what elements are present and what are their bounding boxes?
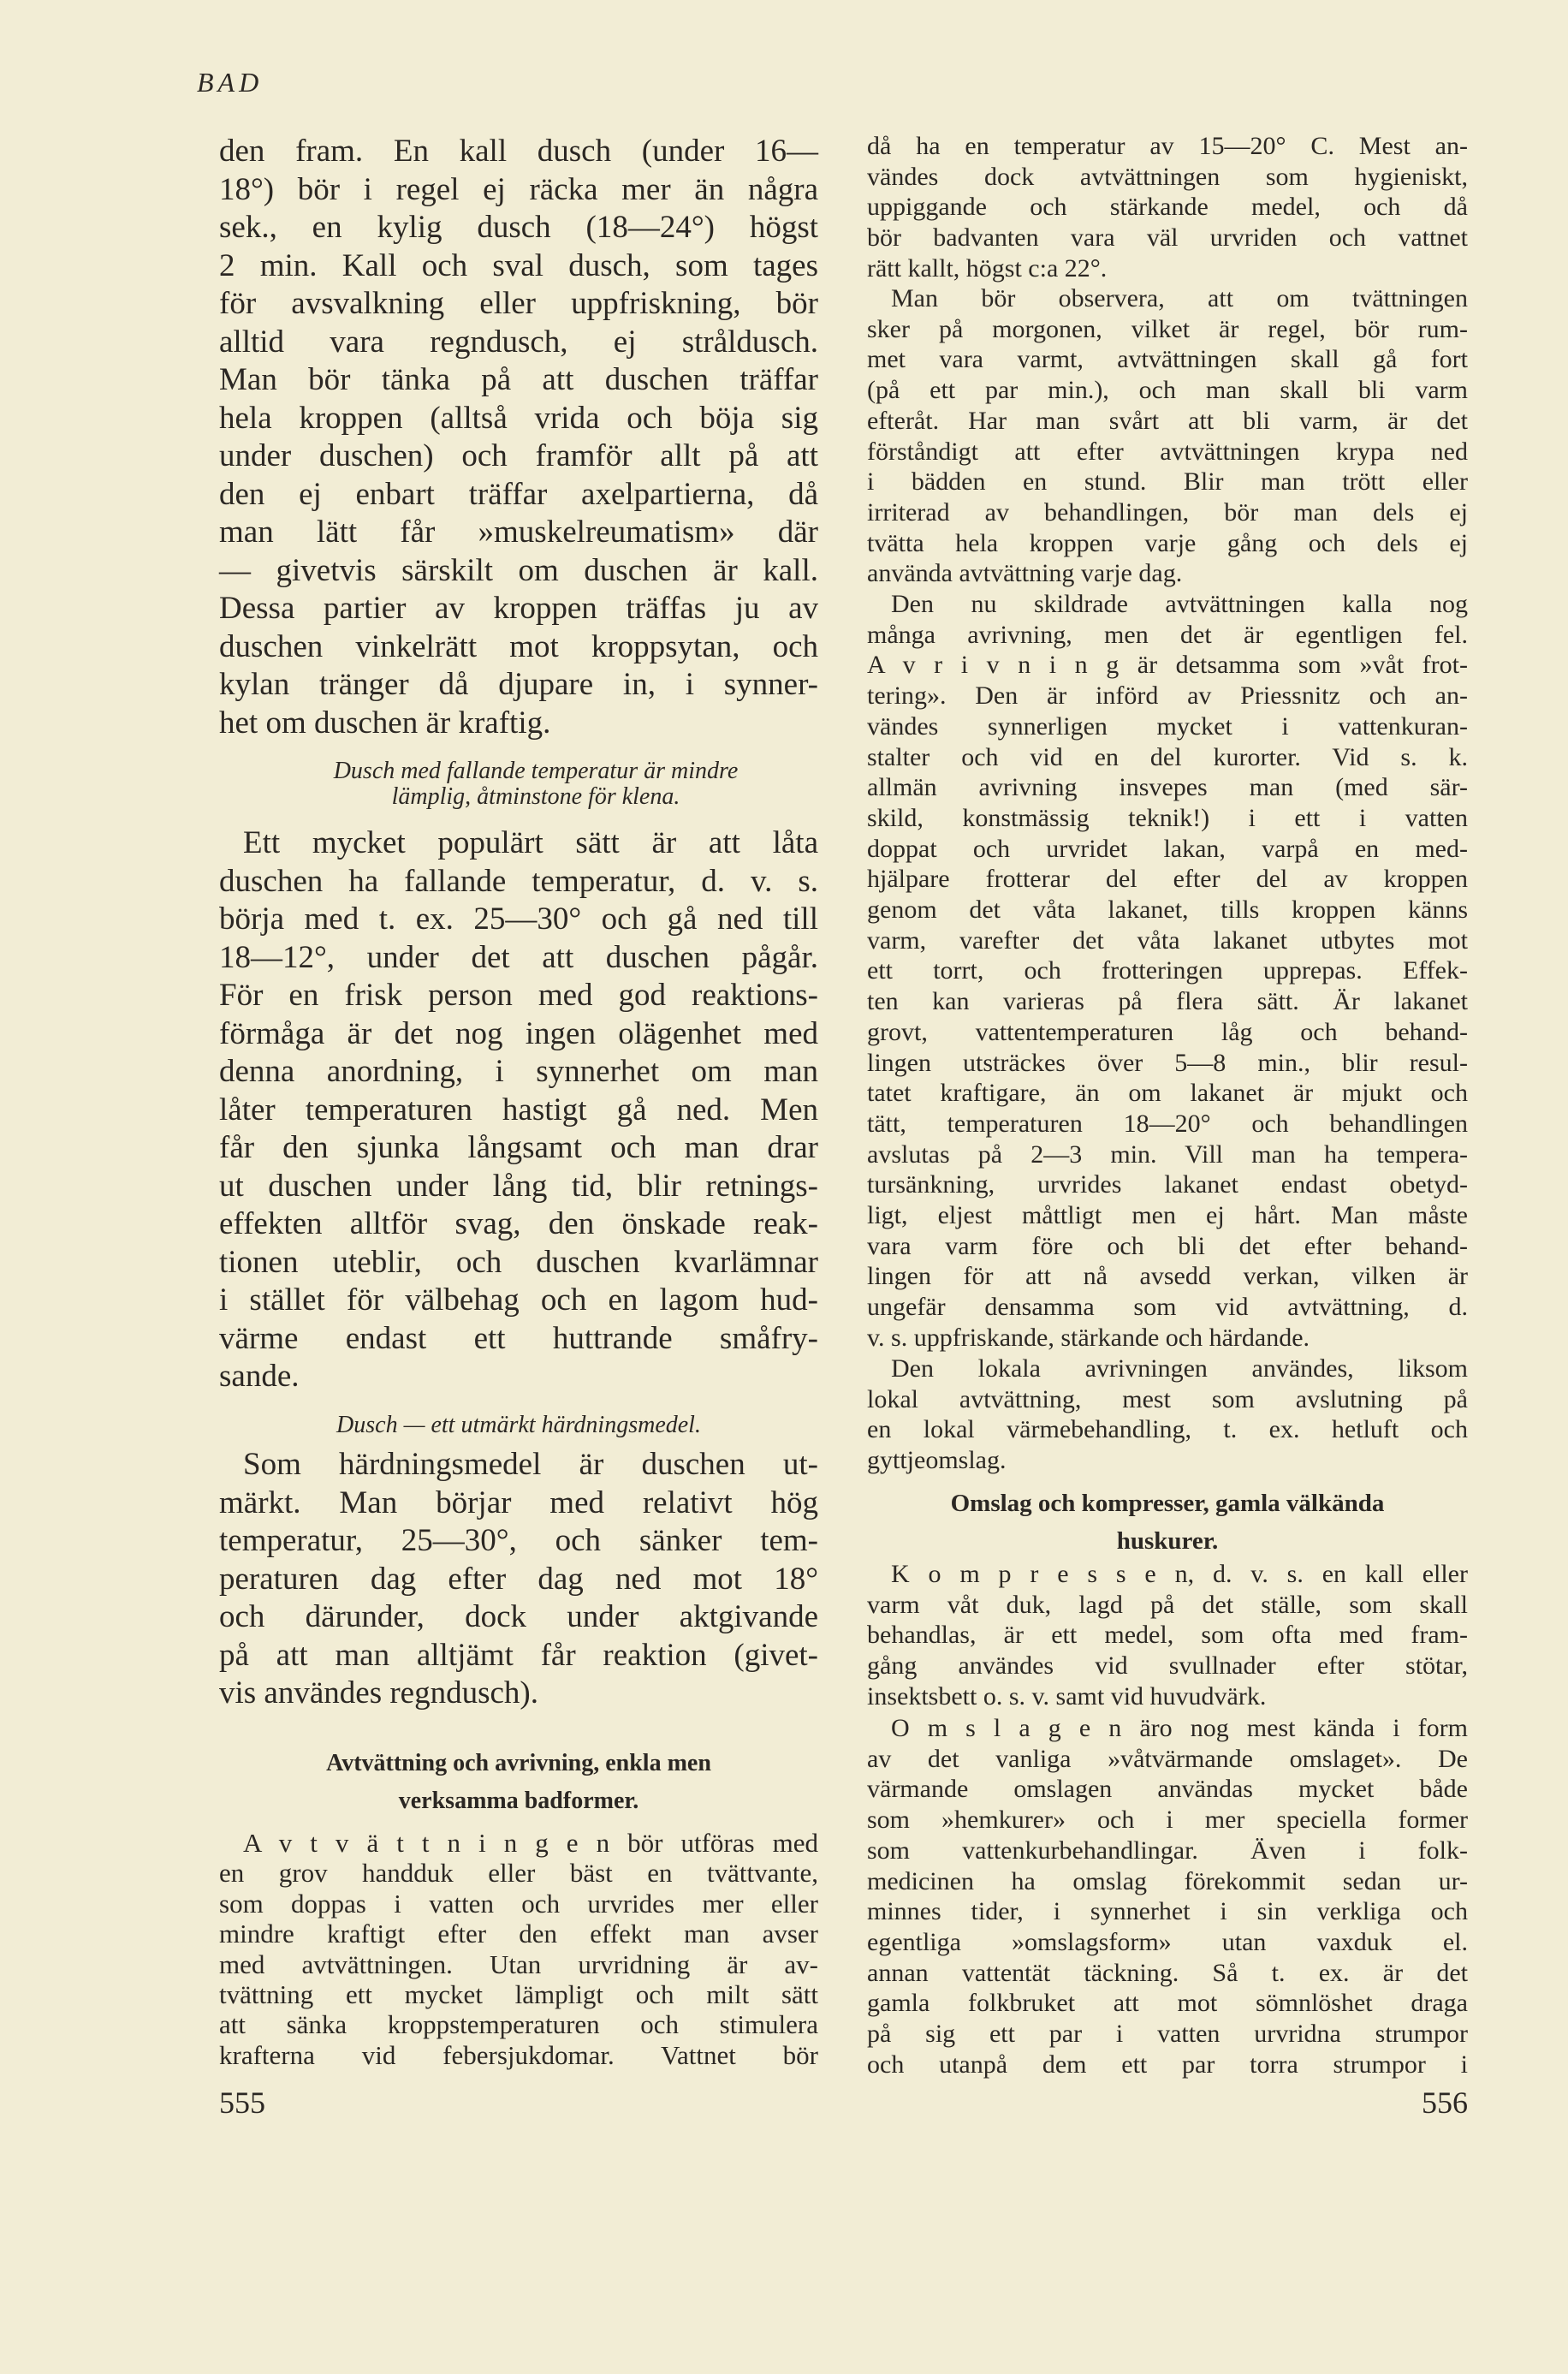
text-line: Den nu skildrade avtvättningen kalla nog bbox=[891, 590, 1468, 618]
text-line: doppat och urvridet lakan, varpå en med- bbox=[867, 834, 1468, 863]
text-line: 2 min. Kall och sval dusch, som tages bbox=[219, 247, 818, 283]
text-line: bör badvanten vara väl urvriden och vattnet bbox=[867, 223, 1468, 253]
text-line: Dessa partier av kroppen träffas ju av bbox=[219, 591, 818, 626]
text-line: använda avtvättning varje dag. bbox=[867, 559, 1183, 588]
right-paragraph-d bbox=[867, 1354, 1468, 1476]
text-line: ett torrt, och frotteringen upprepas. Effek- bbox=[867, 956, 1468, 985]
text-line: A v r i v n i n g är detsamma som »våt frot- bbox=[867, 651, 1468, 680]
text-line: ligt, eljest måttligt men ej hårt. Man måste bbox=[867, 1201, 1468, 1230]
text-line: under duschen) och framför allt på att bbox=[219, 438, 818, 473]
text-line: K o m p r e s s e n, d. v. s. en kall eller bbox=[891, 1560, 1468, 1588]
text-line: gyttjeomslag. bbox=[867, 1446, 1007, 1475]
text-line: peraturen dag efter dag ned mot 18° bbox=[219, 1561, 818, 1597]
text-line: Man bör observera, att om tvättningen bbox=[891, 284, 1468, 312]
text-line: Man bör tänka på att duschen träffar bbox=[219, 362, 818, 397]
text-line: tatet kraftigare, än om lakanet är mjukt och bbox=[867, 1079, 1468, 1108]
text-line: att sänka kroppstemperaturen och stimulera bbox=[219, 2009, 818, 2040]
text-line: uppiggande och stärkande medel, och då bbox=[867, 193, 1468, 222]
page-number-left: 555 bbox=[219, 2085, 265, 2120]
text-line: får den sjunka långsamt och man drar bbox=[219, 1130, 818, 1165]
text-line: medicinen ha omslag förekommit sedan ur- bbox=[867, 1866, 1468, 1895]
text-line: värme endast ett huttrande småfry- bbox=[219, 1320, 818, 1356]
text-line: kylan tränger då djupare in, i synner- bbox=[219, 667, 818, 702]
text-line: tursänkning, urvrides lakanet endast obetyd- bbox=[867, 1170, 1468, 1199]
text-line: vändes dock avtvättningen som hygieniskt, bbox=[867, 162, 1468, 191]
right-paragraph-f bbox=[867, 1713, 1468, 2079]
text-line: het om duschen är kraftig. bbox=[219, 705, 551, 741]
text-line: minnes tider, i synnerhet i sin verkliga och bbox=[867, 1897, 1468, 1926]
text-line: huskurer. bbox=[1116, 1527, 1219, 1555]
running-head: BAD bbox=[197, 67, 264, 98]
text-line: märkt. Man börjar med relativt hög bbox=[219, 1484, 818, 1520]
text-line: sker på morgonen, vilket är regel, bör rum- bbox=[867, 314, 1468, 343]
text-line: vändes synnerligen mycket i vattenkuran- bbox=[867, 711, 1468, 741]
text-line: rätt kallt, högst c:a 22°. bbox=[867, 253, 1108, 283]
text-line: A v t v ä t t n i n g e n bör utföras med bbox=[243, 1828, 818, 1858]
text-line: Den lokala avrivningen användes, liksom bbox=[891, 1354, 1468, 1383]
text-line: en grov handduk eller bäst en tvättvante, bbox=[219, 1858, 818, 1889]
text-line: hela kroppen (alltså vrida och böja sig bbox=[219, 400, 818, 436]
page-number-right: 556 bbox=[1422, 2085, 1468, 2120]
text-line: duschen vinkelrätt mot kroppsytan, och bbox=[219, 628, 818, 664]
text-line: allmän avrivning insvepes man (med sär- bbox=[867, 773, 1468, 802]
text-line: lingen utsträckes över 5—8 min., blir resul- bbox=[867, 1048, 1468, 1077]
text-line: efteråt. Har man svårt att bli varm, är det bbox=[867, 406, 1468, 435]
text-line: tvättning ett mycket lämpligt och milt sätt bbox=[219, 1979, 818, 2010]
text-line: Omslag och kompresser, gamla välkända bbox=[950, 1490, 1385, 1517]
text-line: verksamma badformer. bbox=[398, 1788, 639, 1814]
text-line: avslutas på 2—3 min. Vill man ha tempera- bbox=[867, 1139, 1468, 1169]
left-paragraph-4 bbox=[219, 1828, 818, 2070]
text-line: Som härdningsmedel är duschen ut- bbox=[243, 1447, 818, 1482]
text-line: en lokal värmebehandling, t. ex. hetluft och bbox=[867, 1415, 1468, 1444]
right-paragraph-a bbox=[867, 131, 1468, 284]
text-line: 18—12°, under det att duschen pågår. bbox=[219, 939, 818, 975]
text-line: lämplig, åtminstone för klena. bbox=[391, 783, 680, 810]
text-line: insektsbett o. s. v. samt vid huvudvärk. bbox=[867, 1681, 1267, 1711]
text-line: på att man alltjämt får reaktion (givet- bbox=[219, 1637, 818, 1673]
text-line: alltid vara regndusch, ej stråldusch. bbox=[219, 324, 818, 360]
text-line: mindre kraftigt efter den effekt man avser bbox=[219, 1919, 818, 1949]
text-line: förståndigt att efter avtvättningen krypa ned bbox=[867, 437, 1468, 466]
text-line: 18°) bör i regel ej räcka mer än några bbox=[219, 171, 818, 207]
text-line: tvätta hela kroppen varje gång och dels ej bbox=[867, 528, 1468, 557]
text-line: tering». Den är införd av Priessnitz och an- bbox=[867, 681, 1468, 711]
text-line: v. s. uppfriskande, stärkande och härdande. bbox=[867, 1323, 1310, 1352]
text-line: med avtvättningen. Utan urvridning är av- bbox=[219, 1949, 818, 1979]
text-line: som »hemkurer» och i mer speciella former bbox=[867, 1806, 1468, 1835]
left-paragraph-1 bbox=[219, 133, 818, 742]
text-line: av det vanliga »våtvärmande omslaget». De bbox=[867, 1744, 1468, 1773]
left-caption-1 bbox=[219, 759, 818, 810]
text-line: tionen uteblir, och duschen kvarlämnar bbox=[219, 1244, 818, 1280]
text-line: ten kan varieras på flera sätt. Är lakanet bbox=[867, 987, 1468, 1016]
text-line: grovt, vattentemperaturen låg och behand- bbox=[867, 1017, 1468, 1046]
text-line: Dusch — ett utmärkt härdningsmedel. bbox=[336, 1412, 701, 1438]
text-line: i stället för välbehag och en lagom hud- bbox=[219, 1282, 818, 1318]
text-line: krafterna vid febersjukdomar. Vattnet bör bbox=[219, 2039, 818, 2070]
text-line: sande. bbox=[219, 1359, 300, 1394]
text-line: Dusch med fallande temperatur är mindre bbox=[333, 758, 739, 784]
text-line: för avsvalkning eller uppfriskning, bör bbox=[219, 286, 818, 321]
left-section-heading bbox=[219, 1745, 818, 1820]
text-line: (på ett par min.), och man skall bli varm bbox=[867, 376, 1468, 405]
text-line: ut duschen under lång tid, blir retnings- bbox=[219, 1168, 818, 1204]
text-line: met vara varmt, avtvättningen skall gå fort bbox=[867, 345, 1468, 374]
right-paragraph-e bbox=[867, 1559, 1468, 1712]
text-line: behandlas, är ett medel, som ofta med fram- bbox=[867, 1621, 1468, 1650]
right-section-heading bbox=[867, 1484, 1468, 1560]
text-line: — givetvis särskilt om duschen är kall. bbox=[219, 552, 818, 588]
text-line: Avtvättning och avrivning, enkla men bbox=[326, 1750, 711, 1776]
text-line: i bädden en stund. Blir man trött eller bbox=[867, 467, 1468, 497]
text-line: och därunder, dock under aktgivande bbox=[219, 1599, 818, 1634]
text-line: duschen ha fallande temperatur, d. v. s. bbox=[219, 863, 818, 899]
right-paragraph-b bbox=[867, 283, 1468, 589]
text-line: varm, varefter det våta lakanet utbytes mot bbox=[867, 925, 1468, 955]
text-line: annan vattentät täckning. Så t. ex. är det bbox=[867, 1958, 1468, 1987]
text-line: lokal avtvättning, mest som avslutning på bbox=[867, 1384, 1468, 1413]
text-line: då ha en temperatur av 15—20° C. Mest an- bbox=[867, 132, 1468, 160]
text-line: irriterad av behandlingen, bör man dels ej bbox=[867, 497, 1468, 527]
text-line: vara varm före och bli det efter behand- bbox=[867, 1231, 1468, 1260]
text-line: O m s l a g e n äro nog mest kända i form bbox=[891, 1714, 1468, 1742]
text-line: skild, konstmässig teknik!) i ett i vatten bbox=[867, 803, 1468, 832]
text-line: som doppas i vatten och urvrides mer eller bbox=[219, 1888, 818, 1919]
text-line: gång användes vid svullnader efter stötar, bbox=[867, 1651, 1468, 1681]
text-line: gamla folkbruket att mot sömnlöshet draga bbox=[867, 1989, 1468, 2018]
text-line: man lätt får »muskelreumatism» där bbox=[219, 515, 818, 550]
text-line: hjälpare frotterar del efter del av kroppen bbox=[867, 865, 1468, 894]
text-line: genom det våta lakanet, tills kroppen känns bbox=[867, 895, 1468, 925]
text-line: stalter och vid en del kurorter. Vid s. k. bbox=[867, 742, 1468, 771]
text-line: egentliga »omslagsform» utan vaxduk el. bbox=[867, 1927, 1468, 1956]
text-line: varm våt duk, lagd på det ställe, som skall bbox=[867, 1590, 1468, 1619]
text-line: den fram. En kall dusch (under 16— bbox=[219, 134, 818, 169]
text-line: många avrivning, men det är egentligen fel. bbox=[867, 620, 1468, 649]
text-line: låter temperaturen hastigt gå ned. Men bbox=[219, 1092, 818, 1128]
text-line: lingen för att nå avsedd verkan, vilken är bbox=[867, 1262, 1468, 1291]
left-caption-2 bbox=[219, 1413, 818, 1438]
text-line: ungefär densamma som vid avtvättning, d. bbox=[867, 1293, 1468, 1322]
text-line: värmande omslagen användas mycket både bbox=[867, 1775, 1468, 1804]
right-paragraph-c bbox=[867, 589, 1468, 1354]
text-line: Ett mycket populärt sätt är att låta bbox=[243, 825, 818, 860]
text-line: temperatur, 25—30°, och sänker tem- bbox=[219, 1523, 818, 1558]
text-line: den ej enbart träffar axelpartierna, då bbox=[219, 476, 818, 512]
left-paragraph-3 bbox=[219, 1446, 818, 1713]
text-line: sek., en kylig dusch (18—24°) högst bbox=[219, 210, 818, 245]
text-line: denna anordning, i synnerhet om man bbox=[219, 1054, 818, 1089]
text-line: som vattenkurbehandlingar. Även i folk- bbox=[867, 1836, 1468, 1865]
text-line: börja med t. ex. 25—30° och gå ned till bbox=[219, 901, 818, 937]
text-line: på sig ett par i vatten urvridna strumpor bbox=[867, 2020, 1468, 2049]
text-line: vis användes regndusch). bbox=[219, 1675, 538, 1711]
text-line: tätt, temperaturen 18—20° och behandlingen bbox=[867, 1109, 1468, 1138]
text-line: För en frisk person med god reaktions- bbox=[219, 978, 818, 1013]
left-paragraph-2 bbox=[219, 824, 818, 1396]
text-line: och utanpå dem ett par torra strumpor i bbox=[867, 2050, 1468, 2079]
text-line: effekten alltför svag, den önskade reak- bbox=[219, 1206, 818, 1241]
text-line: förmåga är det nog ingen olägenhet med bbox=[219, 1015, 818, 1051]
